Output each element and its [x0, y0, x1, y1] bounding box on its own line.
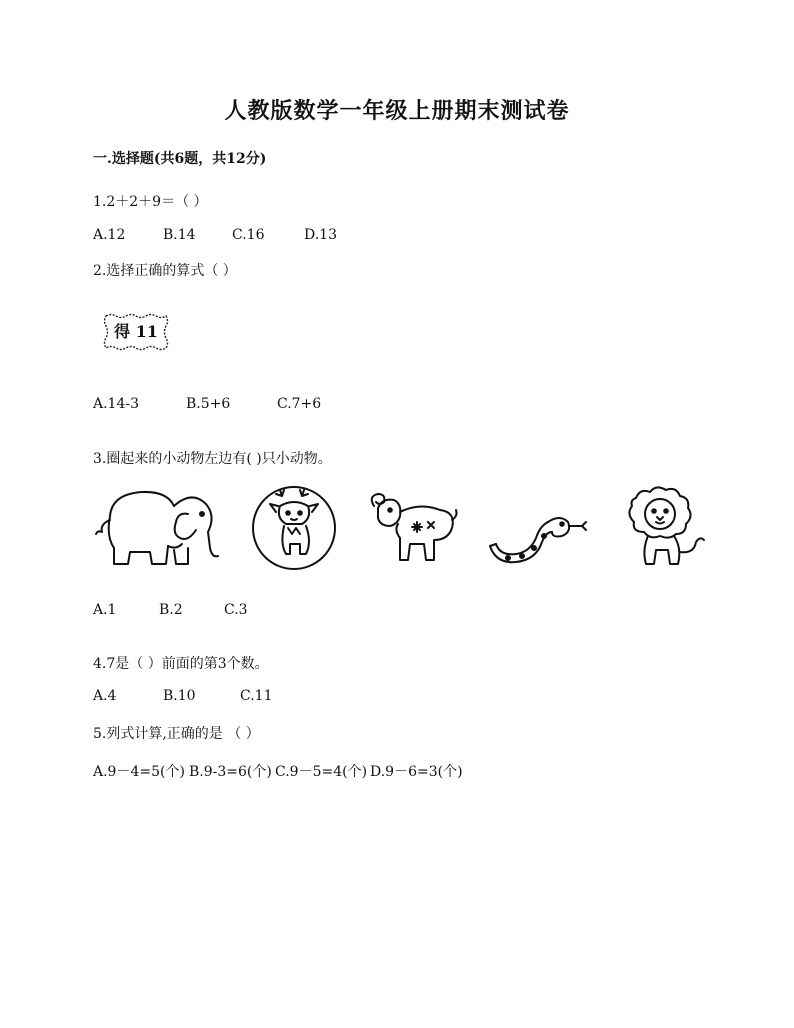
question-5-option-c[interactable]: C.9－5=4(个): [275, 764, 368, 780]
question-4-option-c[interactable]: C.11: [240, 688, 273, 704]
question-1-option-b[interactable]: B.14: [163, 227, 196, 243]
question-5-option-d[interactable]: D.9－6=3(个): [370, 764, 463, 780]
question-5-stem: 5.列式计算,正确的是 （ ）: [93, 726, 260, 742]
question-5-option-b[interactable]: B.9-3=6(个): [189, 764, 272, 780]
badge-text: 得 11: [114, 322, 158, 341]
question-3-option-c[interactable]: C.3: [224, 602, 248, 618]
page-title: 人教版数学一年级上册期末测试卷: [224, 98, 570, 124]
question-3-option-b[interactable]: B.2: [159, 602, 183, 618]
deer-icon: [250, 484, 338, 572]
question-2-option-a[interactable]: A.14-3: [93, 396, 140, 412]
question-3-stem: 3.圈起来的小动物左边有( )只小动物。: [93, 451, 332, 467]
score-badge: [103, 313, 169, 351]
question-1-option-d[interactable]: D.13: [304, 227, 337, 243]
question-5-option-a[interactable]: A.9－4=5(个): [93, 764, 185, 780]
sheep-icon: [364, 488, 460, 568]
question-4-stem: 4.7是（ ）前面的第3个数。: [93, 656, 269, 672]
question-1-option-a[interactable]: A.12: [93, 227, 126, 243]
snake-icon: [486, 512, 596, 572]
question-2-option-b[interactable]: B.5+6: [186, 396, 231, 412]
question-2-stem: 2.选择正确的算式（ ）: [93, 263, 237, 279]
question-3-option-a[interactable]: A.1: [93, 602, 117, 618]
question-1-stem: 1.2＋2＋9＝（ ）: [93, 194, 208, 210]
section-heading: 一.选择题(共6题，共12分): [93, 151, 267, 167]
lion-icon: [620, 484, 706, 570]
question-4-option-b[interactable]: B.10: [163, 688, 196, 704]
question-2-option-c[interactable]: C.7+6: [277, 396, 322, 412]
question-1-option-c[interactable]: C.16: [232, 227, 265, 243]
question-4-option-a[interactable]: A.4: [93, 688, 117, 704]
elephant-icon: [92, 486, 222, 570]
